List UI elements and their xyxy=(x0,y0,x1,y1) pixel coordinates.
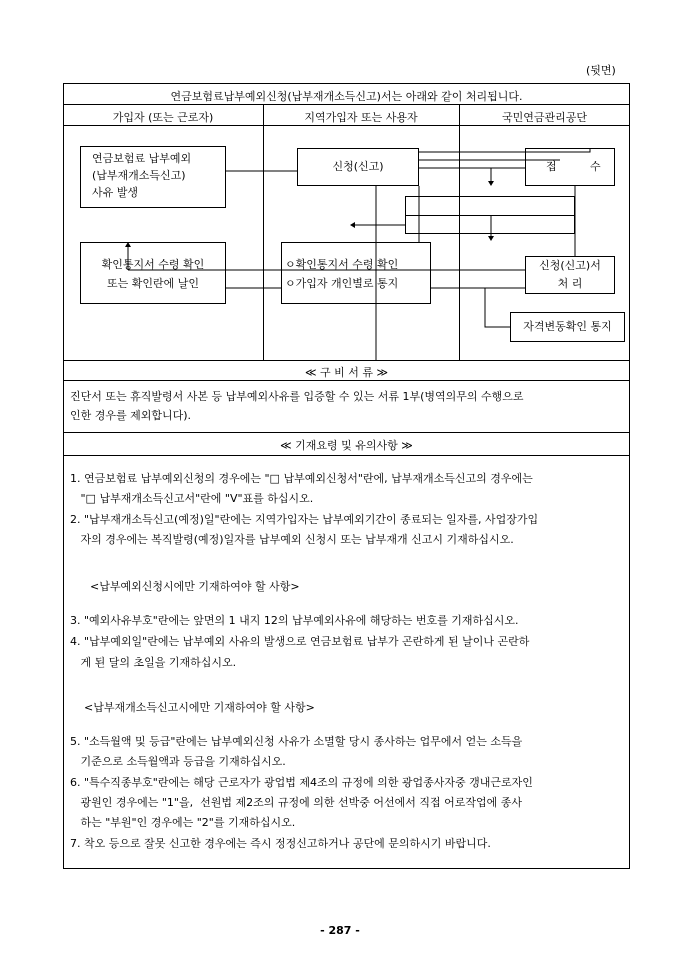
connector-apply-top xyxy=(419,148,590,152)
note-line: 기준으로 소득월액과 등급을 기재하십시오. xyxy=(70,755,286,768)
arrowhead-intermediate-down xyxy=(488,236,494,241)
box-process-line-1: 신청(신고)서 xyxy=(539,259,601,272)
back-side-label: (뒷면) xyxy=(586,64,616,77)
box-notify-line-2: ㅇ가입자 개인별로 통지 xyxy=(285,277,399,290)
box-receipt-char-2: 수 xyxy=(590,160,601,173)
documents-line-2: 인한 경우를 제외합니다). xyxy=(70,409,192,422)
note-line: 4. "납부예외일"란에는 납부예외 사유의 발생으로 연금보험료 납부가 곤란하게 된 날이나 곤란하 xyxy=(70,635,530,648)
note-line: 자의 경우에는 복직발령(예정)일자를 납부예외 신청시 또는 납부재개 신고시 기재하십시오. xyxy=(70,533,514,546)
documents-heading: ≪ 구 비 서 류 ≫ xyxy=(304,366,389,379)
box-notify-line-1: ㅇ확인통지서 수령 확인 xyxy=(285,258,399,271)
note-subheading-resumption: <납부재개소득신고시에만 기재하여야 할 사항> xyxy=(84,701,315,714)
column-header-member: 가입자 (또는 근로자) xyxy=(112,111,214,124)
arrowhead-confirm-up xyxy=(125,242,131,247)
note-line: 광원인 경우에는 "1"을, 선원법 제2조의 규정에 의한 선박중 어선에서 직접 어로작업에 종사 xyxy=(70,796,522,809)
note-line: 7. 착오 등으로 잘못 신고한 경우에는 즉시 정정신고하거나 공단에 문의하시기 바랍니다. xyxy=(70,837,491,850)
note-line: 게 된 달의 초일을 기재하십시오. xyxy=(70,656,237,669)
box-status-notice-text: 자격변동확인 통지 xyxy=(523,320,612,333)
column-header-nps: 국민연금관리공단 xyxy=(501,111,587,124)
note-line: 6. "특수직종부호"란에는 해당 근로자가 광업법 제4조의 규정에 의한 광업종사자중 갱내근로자인 xyxy=(70,776,533,789)
note-line: 1. 연금보험료 납부예외신청의 경우에는 "□ 납부예외신청서"란에, 납부재개소득신고의 경우에는 xyxy=(70,472,533,485)
box-confirm-line-1: 확인통지서 수령 확인 xyxy=(101,258,205,271)
box-reason-line-1: 연금보험료 납부예외 xyxy=(92,152,192,165)
column-header-regional: 지역가입자 또는 사용자 xyxy=(304,111,418,124)
note-line: 5. "소득월액 및 등급"란에는 납부예외신청 사유가 소멸할 당시 종사하는 업무에서 얻는 소득을 xyxy=(70,735,523,748)
note-line: 3. "예외사유부호"란에는 앞면의 1 내지 12의 납부예외사유에 해당하는 번호를 기재하십시오. xyxy=(70,614,519,627)
note-line: 2. "납부재개소득신고(예정)일"란에는 지역가입자는 납부예외기간이 종료되는 일자를, 사업장가입 xyxy=(70,513,539,526)
note-line: "□ 납부재개소득신고서"란에 "V"표를 하십시오. xyxy=(70,492,314,505)
box-reason-line-3: 사유 발생 xyxy=(92,186,139,199)
box-apply-text: 신청(신고) xyxy=(332,160,384,173)
note-line: 하는 "부원"인 경우에는 "2"를 기재하십시오. xyxy=(70,816,296,829)
connector-to-status xyxy=(485,288,510,327)
documents-line-1: 진단서 또는 휴직발령서 사본 등 납부예외사유를 입증할 수 있는 서류 1부(병역의무의 수행으로 xyxy=(70,390,524,403)
note-subheading-exemption: <납부예외신청시에만 기재하여야 할 사항> xyxy=(90,580,300,593)
notes-heading: ≪ 기재요령 및 유의사항 ≫ xyxy=(280,439,413,452)
box-process-line-2: 처 리 xyxy=(557,277,583,290)
arrowhead-left xyxy=(350,222,355,228)
table-title: 연금보험료납부예외신청(납부재개소득신고)서는 아래와 같이 처리됩니다. xyxy=(170,90,523,103)
box-receipt-char-1: 접 xyxy=(546,160,557,173)
arrowhead-receipt-down xyxy=(488,181,494,186)
page-number: - 287 - xyxy=(320,924,360,937)
box-reason-line-2: (납부재개소득신고) xyxy=(92,169,186,182)
box-confirm-line-2: 또는 확인란에 날인 xyxy=(106,277,199,290)
